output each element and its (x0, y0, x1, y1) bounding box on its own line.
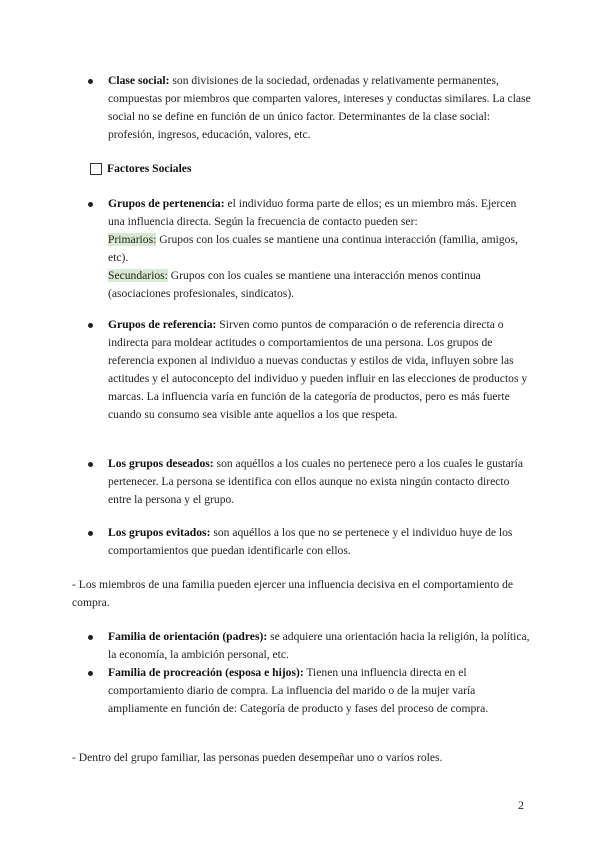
bullet-grupos-pertenencia (88, 195, 533, 303)
term-evitados: Los grupos evitados: (108, 526, 211, 539)
desc-deseados: son aquéllos a los cuales no pertenece pero a los cuales le gustaría pertenecer. La persona se identifica con ellos aunque no exista ningún contacto directo entre la persona y el grupo. (108, 457, 524, 506)
bullet-text (108, 72, 533, 144)
heading-text: Factores Sociales (107, 162, 192, 175)
page-number: 2 (518, 798, 524, 812)
bullet-dot (88, 671, 93, 676)
bullet-text (108, 524, 533, 560)
bullet-dot (88, 635, 93, 640)
desc-evitados: son aquéllos a los que no se pertenece y el individuo huye de los comportamientos que puedan identificarle con ellos. (108, 526, 513, 557)
desc-primarios: Grupos con los cuales se mantiene una continua interacción (familia, amigos, etc). (108, 233, 518, 264)
bullet-text (108, 628, 533, 664)
bullet-grupos-deseados (88, 455, 533, 509)
desc-orientacion: se adquiere una orientación hacia la religión, la política, la economía, la ambición personal, etc. (108, 630, 530, 661)
term-pertenencia: Grupos de pertenencia: (108, 197, 225, 210)
bullet-grupos-referencia (88, 316, 533, 424)
desc-pertenencia: el individuo forma parte de ellos; es un miembro más. Ejercen una influencia directa. Según la frecuencia de contacto pueden ser: (108, 197, 517, 228)
bullet-grupos-evitados (88, 524, 533, 560)
bullet-dot (88, 531, 93, 536)
bullet-familia-orientacion (88, 628, 533, 664)
section-heading-factores-sociales (90, 160, 191, 178)
desc-referencia: Sirven como puntos de comparación o de referencia directa o indirecta para moldear actitudes o comportamientos de una persona. Los grupos de referencia exponen al individuo a nuevas conductas y estilos de vida, influyen sobre las actitudes y el autoconcepto del individuo y pueden influir en las elecciones de productos y marcas. La influencia varía en función de la categoría de productos, pero es más fuerte cuando su consumo sea visible ante aquellos a los que respeta. (108, 318, 528, 421)
checkbox-icon[interactable] (90, 163, 102, 175)
bullet-text (108, 195, 533, 303)
desc-procreacion: Tienen una influencia directa en el comportamiento diario de compra. La influencia del marido o de la mujer varía ampliamente en función de: Categoría de producto y fases del proceso de compra. (108, 666, 489, 715)
highlight-secundarios: Secundarios: (108, 269, 168, 282)
highlight-primarios: Primarios: (108, 233, 157, 246)
bullet-dot (88, 79, 93, 84)
desc-secundarios: Grupos con los cuales se mantiene una interacción menos continua (asociaciones profesionales, sindicatos). (108, 269, 481, 300)
bullet-text (108, 664, 533, 718)
bullet-dot (88, 462, 93, 467)
term-deseados: Los grupos deseados: (108, 457, 214, 470)
bullet-clase-social (88, 72, 533, 144)
term-referencia: Grupos de referencia: (108, 318, 217, 331)
term-clase-social: Clase social: (108, 74, 170, 87)
bullet-text (108, 316, 533, 424)
bullet-text (108, 455, 533, 509)
paragraph-roles: - Dentro del grupo familiar, las personas pueden desempeñar uno o varios roles. (72, 751, 443, 764)
term-orientacion: Familia de orientación (padres): (108, 630, 268, 643)
paragraph-familia-intro: - Los miembros de una familia pueden ejercer una influencia decisiva en el comportamiento de compra. (72, 578, 514, 609)
bullet-dot (88, 323, 93, 328)
bullet-dot (88, 202, 93, 207)
desc-clase-social: son divisiones de la sociedad, ordenadas y relativamente permanentes, compuestas por miembros que comparten valores, intereses y conductas similares. La clase social no se define en función de un único factor. Determinantes de la clase social: profesión, ingresos, educación, valores, etc. (108, 74, 531, 141)
term-procreacion: Familia de procreación (esposa e hijos): (108, 666, 304, 679)
bullet-familia-procreacion (88, 664, 533, 718)
